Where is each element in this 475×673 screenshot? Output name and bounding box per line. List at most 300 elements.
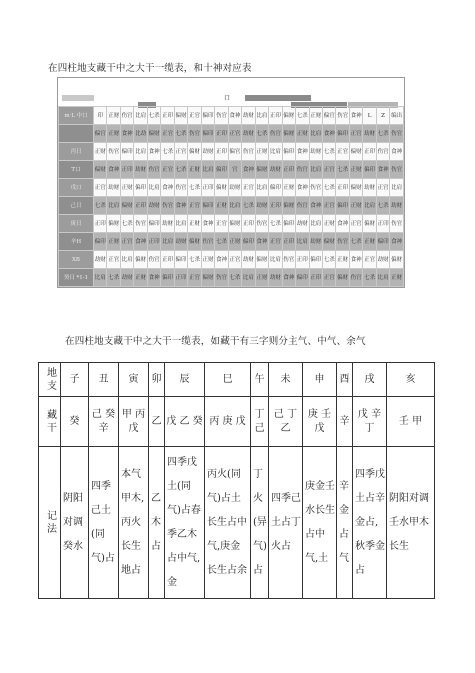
table-cell: 正印 <box>282 161 295 179</box>
table-cell: 伤官 <box>376 143 389 161</box>
table-cell: 偏印 <box>201 125 214 143</box>
table-cell: 偏印 <box>161 269 174 287</box>
table-cell: 七杀 <box>255 125 268 143</box>
table-cell: 比劫 <box>134 125 147 143</box>
table-cell: 食神 <box>215 251 228 269</box>
row-label: T口 <box>59 161 94 179</box>
table-cell: 七杀 <box>215 233 228 251</box>
table-cell: 比肩 <box>161 233 174 251</box>
table-cell: 比肩 <box>255 107 268 125</box>
table-cell: 正印 <box>336 179 349 197</box>
table-cell: 正财 <box>201 251 214 269</box>
table-cell: 食神 <box>296 179 309 197</box>
table-cell: 七杀 <box>107 269 120 287</box>
table-cell: 偏财 <box>322 233 335 251</box>
table-row <box>59 143 404 161</box>
stem-cell: 壬 甲 <box>387 397 435 447</box>
table-cell: 偏印 <box>336 125 349 143</box>
table-cell: 正印 <box>94 215 107 233</box>
table-cell: 正官 <box>94 179 107 197</box>
table-cell: 伤官 <box>134 215 147 233</box>
table-cell: 食神 <box>147 269 160 287</box>
table-cell: 正印 <box>363 143 376 161</box>
table-row <box>59 161 404 179</box>
table-cell: 正官 <box>161 125 174 143</box>
table-cell: 伤官 <box>390 215 404 233</box>
table-cell: 七杀 <box>296 107 309 125</box>
notes-label: 记法 <box>39 447 61 599</box>
table-cell: 偏印 <box>282 143 295 161</box>
table-cell: 正印 <box>215 125 228 143</box>
row-label: 癸日 *1-1 <box>59 269 94 287</box>
note-cell: 阴阳对调癸水 <box>61 447 89 599</box>
row-label: XB <box>59 251 94 269</box>
branch-cell: 寅 <box>119 363 149 397</box>
table-cell: 正官 <box>188 269 201 287</box>
table-cell: 偏印 <box>201 107 214 125</box>
table-cell: 伤官 <box>147 161 160 179</box>
table-cell: 食神 <box>201 215 214 233</box>
table-cell: 七杀 <box>363 269 376 287</box>
table-cell: 正官 <box>336 143 349 161</box>
table-cell: 比肩 <box>242 269 255 287</box>
table-cell: 偏财 <box>228 215 241 233</box>
table-cell: 偏财 <box>336 269 349 287</box>
table-cell: 偏印 <box>296 269 309 287</box>
table-cell: 偏财 <box>134 251 147 269</box>
table-header-strip <box>58 78 404 106</box>
table-cell: 印 <box>94 107 107 125</box>
table-cell: 偏印 <box>94 233 107 251</box>
table-row <box>59 197 404 215</box>
table-cell: 劫财 <box>269 269 282 287</box>
table-cell: 正财 <box>255 143 268 161</box>
table-cell: Z <box>376 107 389 125</box>
table-cell: 七杀 <box>336 161 349 179</box>
branch-cell: 卯 <box>149 363 165 397</box>
table-cell: 比肩 <box>134 107 147 125</box>
stem-cell: 丁 己 <box>251 397 269 447</box>
table-cell: 偏财 <box>188 143 201 161</box>
table-cell: 偏财 <box>188 233 201 251</box>
table-cell: 劫财 <box>94 251 107 269</box>
note-cell: 本气甲木,丙火长生地占 <box>119 447 149 599</box>
row-label: 丙日 <box>59 143 94 161</box>
table-cell: 偏印 <box>336 197 349 215</box>
table-cell: 食神 <box>147 143 160 161</box>
table-cell: 偏财 <box>255 251 268 269</box>
table-cell: 正财 <box>390 269 404 287</box>
table-cell: 正财 <box>349 197 362 215</box>
table-cell: 伤官 <box>120 107 133 125</box>
table-cell: 伤官 <box>215 107 228 125</box>
stem-cell: 戊 辛 丁 <box>353 397 387 447</box>
table-cell: 食神 <box>107 161 120 179</box>
table-cell: 正财 <box>296 125 309 143</box>
header-bar <box>62 95 94 101</box>
note-cell: 四季己土(同气)占 <box>89 447 119 599</box>
note-cell: 四季己土占丁火占 <box>269 447 303 599</box>
table-cell: 劫财 <box>228 179 241 197</box>
table-cell: 食神 <box>349 251 362 269</box>
table-cell: 偏印 <box>201 197 214 215</box>
table-cell: 偏印 <box>282 215 295 233</box>
table-cell: 七杀 <box>322 251 335 269</box>
table-cell: 正财 <box>107 233 120 251</box>
table-cell: 正印 <box>120 161 133 179</box>
table-cell: 偏财 <box>363 215 376 233</box>
table-cell: 正官 <box>107 251 120 269</box>
table-cell: 偏财 <box>201 269 214 287</box>
table-cell: L <box>363 107 376 125</box>
row-label: 己日 <box>59 197 94 215</box>
table-cell: 七杀 <box>94 197 107 215</box>
table-cell: 食神 <box>296 143 309 161</box>
table-cell: 劫财 <box>107 179 120 197</box>
table-cell: 正印 <box>174 269 187 287</box>
table-cell: 偏官 <box>94 125 107 143</box>
hidden-stems-table <box>38 362 435 599</box>
table-cell: 食神 <box>228 107 241 125</box>
table-cell: 食神 <box>282 269 295 287</box>
table-cell: 比肩 <box>390 179 404 197</box>
table-cell: 伤官 <box>107 143 120 161</box>
table-cell: 正财 <box>228 233 241 251</box>
table-cell: 比肩 <box>309 161 322 179</box>
table-cell: 七杀 <box>174 125 187 143</box>
table-cell: 偏印 <box>309 251 322 269</box>
table-cell: 伤官 <box>174 179 187 197</box>
branch-cell: 巳 <box>205 363 251 397</box>
table-cell: 偏官 <box>322 107 335 125</box>
table-cell: 偏财 <box>282 107 295 125</box>
table-cell: 食神 <box>161 179 174 197</box>
table-cell: 正官 <box>242 179 255 197</box>
header-label: 地支 <box>39 363 61 397</box>
stem-cell: 戊 乙 癸 <box>165 397 205 447</box>
table-cell: 偏官 <box>228 143 241 161</box>
table-row <box>59 215 404 233</box>
table-cell: 正官 <box>120 233 133 251</box>
table-cell: 伤官 <box>161 197 174 215</box>
table-cell: 比肩 <box>269 143 282 161</box>
table-cell: 比肩 <box>363 197 376 215</box>
table-cell: 食神 <box>134 233 147 251</box>
table-cell: 食神 <box>390 233 404 251</box>
row-label: 庚日 <box>59 215 94 233</box>
table-cell: 正印 <box>134 197 147 215</box>
table-cell: 正印 <box>161 251 174 269</box>
table-cell: 正印 <box>376 215 389 233</box>
table-cell: 正财 <box>349 161 362 179</box>
table-cell: 七杀 <box>322 179 335 197</box>
table-cell: 伤官 <box>255 215 268 233</box>
table-cell: 比肩 <box>201 161 214 179</box>
branch-cell: 亥 <box>387 363 435 397</box>
table-cell: 正印 <box>201 179 214 197</box>
table-cell: 食神 <box>309 197 322 215</box>
stem-cell: 甲 丙 戊 <box>119 397 149 447</box>
table-cell: 正财 <box>188 161 201 179</box>
table-cell: 偏印 <box>215 161 228 179</box>
branch-cell: 未 <box>269 363 303 397</box>
note-cell: 辛金占气 <box>337 447 353 599</box>
table-cell: 劫财 <box>201 143 214 161</box>
table-cell: 食神 <box>322 125 335 143</box>
row-label: 戊口 <box>59 179 94 197</box>
table-cell: 正官 <box>215 215 228 233</box>
row-label: m·L 中口 <box>59 107 94 125</box>
table-cell: 正官 <box>322 197 335 215</box>
table-cell: 正财 <box>134 269 147 287</box>
table-cell: 比肩 <box>376 269 389 287</box>
table-cell: 正财 <box>322 215 335 233</box>
table-cell: 比肩 <box>309 215 322 233</box>
table-cell: 伤官 <box>390 125 404 143</box>
table-cell: 偏印 <box>120 143 133 161</box>
table-cell: 正官 <box>188 107 201 125</box>
table-cell: 正印 <box>242 215 255 233</box>
table-cell: 正财 <box>107 125 120 143</box>
stems-row <box>39 397 435 447</box>
table-cell: 偏财 <box>147 125 160 143</box>
table-cell: 正财 <box>336 251 349 269</box>
table-cell: 正官 <box>349 215 362 233</box>
note-cell: 阴阳对调壬水甲木长生 <box>387 447 435 599</box>
table-cell: 正印 <box>215 143 228 161</box>
stems-label: 藏干 <box>39 397 61 447</box>
table-cell: 劫财 <box>390 197 404 215</box>
table-cell: 劫财 <box>269 161 282 179</box>
table-cell: 正财 <box>107 107 120 125</box>
table-cell: 比肩 <box>120 251 133 269</box>
table-cell: 伤官 <box>336 233 349 251</box>
table-cell: 劫财 <box>242 107 255 125</box>
table-cell: 七杀 <box>242 197 255 215</box>
table-cell: 劫财 <box>376 251 389 269</box>
table-cell: 正财 <box>363 233 376 251</box>
table-cell: 伤官 <box>336 107 349 125</box>
table-cell: 正财 <box>282 179 295 197</box>
table-cell: 食神 <box>120 125 133 143</box>
table-cell: 劫财 <box>255 197 268 215</box>
table-cell: 七杀 <box>161 143 174 161</box>
table-cell: 偏印 <box>269 179 282 197</box>
branch-cell: 子 <box>61 363 89 397</box>
table-cell: 偏财 <box>255 161 268 179</box>
row-label: 辛H <box>59 233 94 251</box>
branch-cell: 申 <box>303 363 337 397</box>
header-marker: 口 <box>224 95 231 102</box>
branch-row <box>39 363 435 397</box>
table-cell: 七杀 <box>120 215 133 233</box>
stem-cell: 丙 庚 戊 <box>205 397 251 447</box>
table-cell: 劫财 <box>242 125 255 143</box>
table-cell: 比肩 <box>107 197 120 215</box>
table-cell: 伤官 <box>390 161 404 179</box>
table-cell: 偏财 <box>349 179 362 197</box>
table-cell: 七杀 <box>349 233 362 251</box>
table-cell: 偏印 <box>147 215 160 233</box>
table-cell: 劫财 <box>161 215 174 233</box>
table-cell: 偏印 <box>242 233 255 251</box>
table-cell: 正印 <box>161 107 174 125</box>
table-cell: 正官 <box>174 143 187 161</box>
table-cell: 正印 <box>269 107 282 125</box>
table-cell: 七杀 <box>322 143 335 161</box>
table-cell: 劫财 <box>363 125 376 143</box>
table-cell: 正财 <box>120 179 133 197</box>
stem-cell: 己 癸 辛 <box>89 397 119 447</box>
table-cell: 比肩 <box>147 179 160 197</box>
table-cell: 正官 <box>228 125 241 143</box>
table-cell: 劫财 <box>296 215 309 233</box>
table-cell: 正财 <box>188 215 201 233</box>
table-cell: 正官 <box>161 161 174 179</box>
ten-gods-grid <box>58 106 404 287</box>
table-cell: 七杀 <box>147 107 160 125</box>
table-row <box>59 107 404 125</box>
table-cell: 偏印 <box>376 233 389 251</box>
ten-gods-table <box>57 77 405 288</box>
table-cell: 比肩 <box>94 269 107 287</box>
table-cell: 伤官 <box>309 179 322 197</box>
row-label <box>59 125 94 143</box>
table-cell: 编出 <box>390 107 404 125</box>
table-cell: 七杀 <box>174 161 187 179</box>
table-cell: 偏印 <box>134 179 147 197</box>
table-cell: 劫财 <box>120 269 133 287</box>
table-cell: 食神 <box>255 233 268 251</box>
table-cell: 偏印 <box>363 161 376 179</box>
note-cell: 四季戊土占辛金占,秋季金占 <box>353 447 387 599</box>
table-cell: 偏财 <box>349 143 362 161</box>
table-cell: 伤官 <box>242 143 255 161</box>
table-cell: 正官 <box>363 251 376 269</box>
table-cell: 比肩 <box>174 215 187 233</box>
table-row <box>59 251 404 269</box>
table-cell: 七杀 <box>188 251 201 269</box>
table-cell: 偏印 <box>174 251 187 269</box>
table-cell: 食神 <box>336 215 349 233</box>
table-cell: 伤官 <box>188 125 201 143</box>
table-row <box>59 125 404 143</box>
note-cell: 四季戊土(同气)占春季乙木占中气,金 <box>165 447 205 599</box>
table-cell: 偏财 <box>215 179 228 197</box>
table-cell: 正印 <box>296 251 309 269</box>
table-cell: 正印 <box>282 233 295 251</box>
table-cell: 正官 <box>188 197 201 215</box>
table-cell: 伤官 <box>282 251 295 269</box>
table-cell: 比肩 <box>228 197 241 215</box>
main-title: 在四柱地支藏干中之大干一缆表，如藏干有三字则分主气、中气、余气 <box>65 336 366 347</box>
table-cell: 正印 <box>309 269 322 287</box>
table-cell: 比肩 <box>269 251 282 269</box>
table-cell: 劫财 <box>242 251 255 269</box>
table-cell: 伤官 <box>215 269 228 287</box>
table-cell: 劫财 <box>309 143 322 161</box>
note-cell: 丁火(异气)占 <box>251 447 269 599</box>
table-cell: 偏财 <box>94 161 107 179</box>
table-cell: 偏财 <box>282 197 295 215</box>
table-cell: 官 <box>228 161 241 179</box>
table-cell: 正印 <box>147 233 160 251</box>
notes-row <box>39 447 435 599</box>
table-cell: 劫财 <box>174 233 187 251</box>
table-cell: 伤官 <box>201 233 214 251</box>
table-cell: 食神 <box>349 107 362 125</box>
note-cell: 乙木占 <box>149 447 165 599</box>
stem-cell: 辛 <box>337 397 353 447</box>
stem-cell: 庚 壬 戊 <box>303 397 337 447</box>
branch-cell: 酉 <box>337 363 353 397</box>
table-cell: 伤官 <box>296 197 309 215</box>
table-row <box>59 233 404 251</box>
table-cell: 正财 <box>309 107 322 125</box>
table-cell: 正印 <box>269 197 282 215</box>
table-cell: 正财 <box>255 269 268 287</box>
table-cell: 比肩 <box>309 125 322 143</box>
table-cell: 偏财 <box>282 125 295 143</box>
table-cell: 偏财 <box>120 197 133 215</box>
table-cell: 七杀 <box>228 269 241 287</box>
table-row <box>59 179 404 197</box>
table-cell: 正官 <box>322 269 335 287</box>
table-cell: 比肩 <box>255 179 268 197</box>
table-cell: 伤官 <box>296 161 309 179</box>
table-cell: 食神 <box>376 161 389 179</box>
note-cell: 丙火(同气)占土长生占中气,庚金长生占余 <box>205 447 251 599</box>
table-cell: 正官 <box>228 251 241 269</box>
table-cell: 正官 <box>322 161 335 179</box>
branch-cell: 丑 <box>89 363 119 397</box>
table-cell: 正官 <box>376 179 389 197</box>
table-cell: 偏财 <box>390 251 404 269</box>
table-cell: 正官 <box>349 125 362 143</box>
stem-cell: 乙 <box>149 397 165 447</box>
note-cell: 庚金壬水长生占中气,土 <box>303 447 337 599</box>
table-cell: 伤官 <box>269 125 282 143</box>
stem-cell: 己 丁 乙 <box>269 397 303 447</box>
branch-cell: 午 <box>251 363 269 397</box>
table-cell: 劫财 <box>309 233 322 251</box>
header-bar <box>245 95 311 101</box>
table-cell: 食神 <box>174 197 187 215</box>
table-cell: 偏财 <box>107 215 120 233</box>
table-cell: 伤官 <box>147 251 160 269</box>
table-cell: 劫财 <box>363 179 376 197</box>
table-cell: 劫财 <box>134 161 147 179</box>
table-cell: 伤官 <box>349 269 362 287</box>
table-row <box>59 269 404 287</box>
table-cell: 正官 <box>269 233 282 251</box>
table-cell: 正财 <box>94 143 107 161</box>
table-cell: 比肩 <box>134 143 147 161</box>
branch-cell: 戌 <box>353 363 387 397</box>
table-cell: 七杀 <box>269 215 282 233</box>
table-cell: 食神 <box>390 143 404 161</box>
stem-cell: 癸 <box>61 397 89 447</box>
top-title: 在四柱地支藏干中之大干一缆表，和十神对应表 <box>48 63 252 74</box>
table-cell: 比肩 <box>296 233 309 251</box>
table-cell: 正财 <box>215 197 228 215</box>
table-cell: 食神 <box>242 161 255 179</box>
branch-cell: 辰 <box>165 363 205 397</box>
table-cell: 七杀 <box>188 179 201 197</box>
table-cell: 七杀 <box>376 197 389 215</box>
table-cell: 七杀 <box>376 125 389 143</box>
table-cell: 偏财 <box>174 107 187 125</box>
